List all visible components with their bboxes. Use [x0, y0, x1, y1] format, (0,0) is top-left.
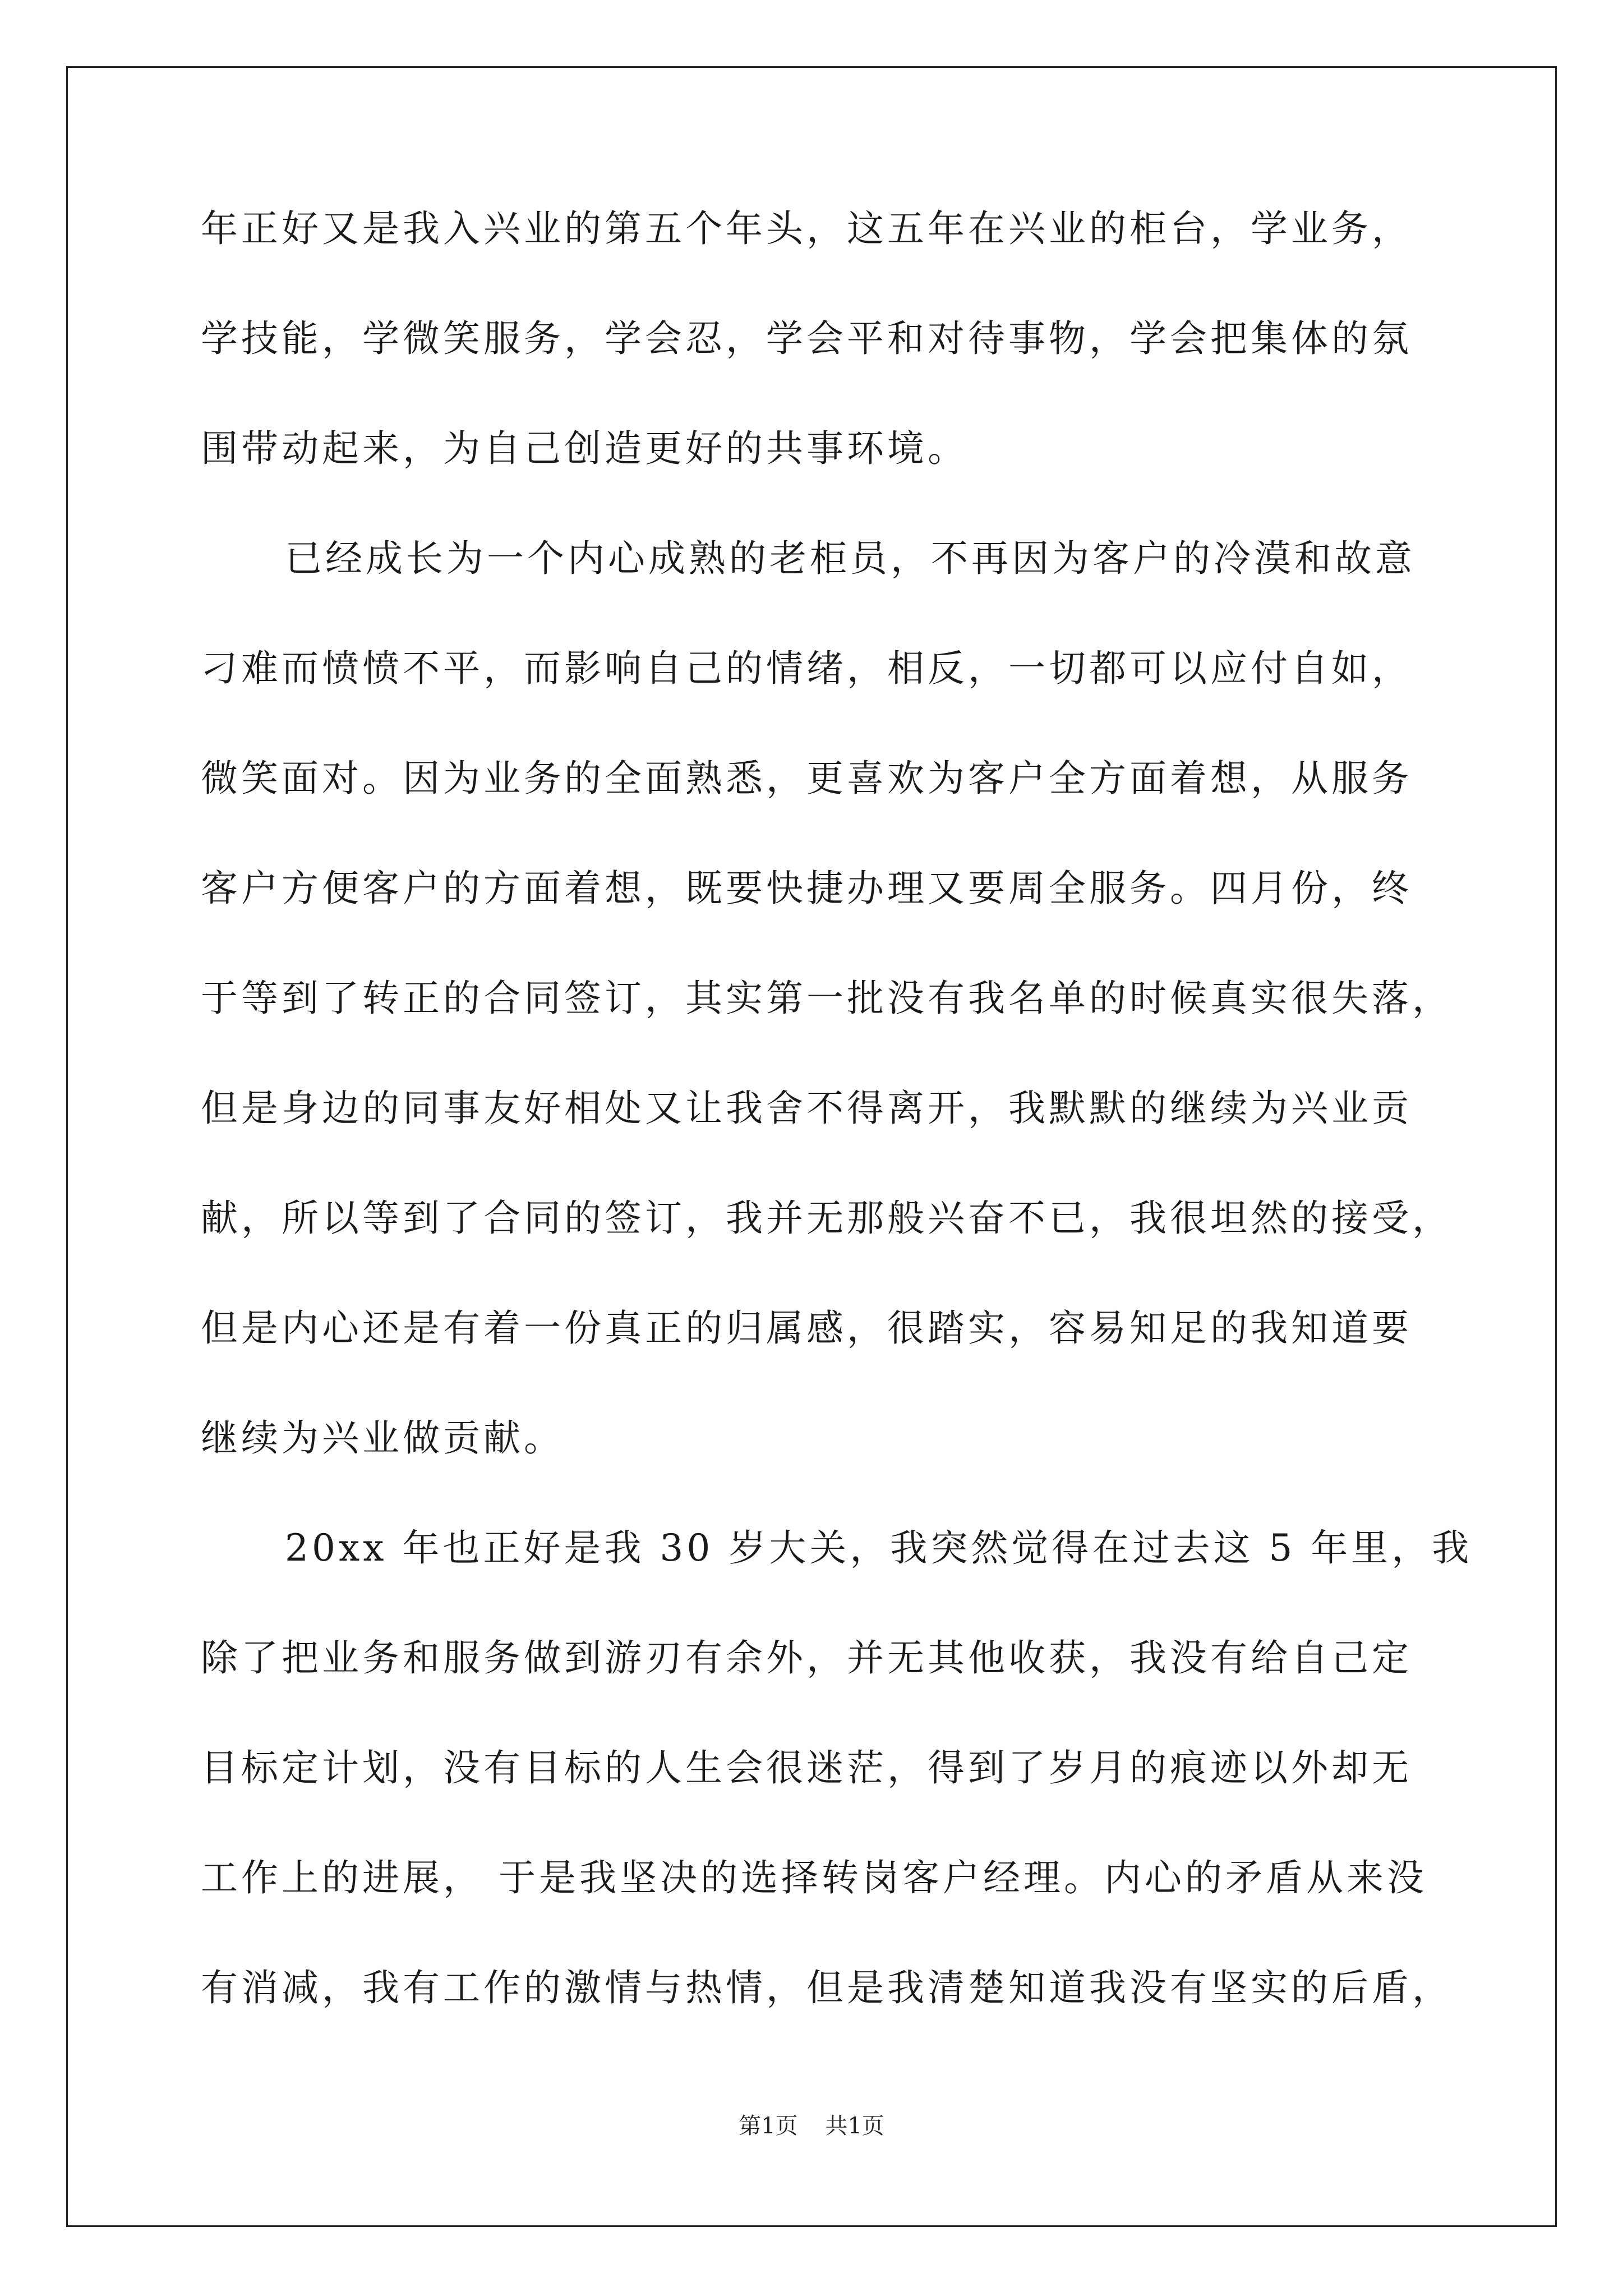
- paragraph-start-line: 20xx 年也正好是我 30 岁大关，我突然觉得在过去这 5 年里，我: [285, 1526, 1473, 1570]
- text-line: 微笑面对。因为业务的全面熟悉，更喜欢为客户全方面着想，从服务: [201, 757, 1412, 800]
- text-line: 目标定计划，没有目标的人生会很迷茫，得到了岁月的痕迹以外却无: [201, 1746, 1412, 1789]
- page-number: 第1页: [739, 2113, 798, 2139]
- text-line: 于等到了转正的合同签订，其实第一批没有我名单的时候真实很失落，: [201, 977, 1453, 1020]
- page-border: [66, 66, 1557, 2227]
- page-total: 共1页: [825, 2113, 884, 2139]
- text-line: 有消减，我有工作的激情与热情，但是我清楚知道我没有坚实的后盾，: [201, 1966, 1453, 2009]
- text-line: 年正好又是我入兴业的第五个年头，这五年在兴业的柜台，学业务，: [201, 207, 1412, 250]
- text-line: 继续为兴业做贡献。: [201, 1416, 564, 1460]
- text-line: 学技能，学微笑服务，学会忍，学会平和对待事物，学会把集体的氛: [201, 317, 1412, 360]
- text-line: 围带动起来，为自己创造更好的共事环境。: [201, 427, 968, 470]
- text-line: 刁难而愤愤不平，而影响自己的情绪，相反，一切都可以应付自如，: [201, 647, 1412, 690]
- page-footer: [0, 2108, 1623, 2140]
- text-line: 除了把业务和服务做到游刃有余外，并无其他收获，我没有给自己定: [201, 1636, 1412, 1680]
- text-line: 客户方便客户的方面着想，既要快捷办理又要周全服务。四月份，终: [201, 867, 1412, 910]
- text-line: 但是身边的同事友好相处又让我舍不得离开，我默默的继续为兴业贡: [201, 1087, 1412, 1130]
- paragraph-start-line: 已经成长为一个内心成熟的老柜员，不再因为客户的冷漠和故意: [285, 537, 1415, 580]
- text-line: 献，所以等到了合同的签订，我并无那般兴奋不已，我很坦然的接受，: [201, 1197, 1453, 1240]
- text-line: 工作上的进展， 于是我坚决的选择转岗客户经理。内心的矛盾从来没: [201, 1856, 1427, 1899]
- text-line: 但是内心还是有着一份真正的归属感，很踏实，容易知足的我知道要: [201, 1306, 1412, 1350]
